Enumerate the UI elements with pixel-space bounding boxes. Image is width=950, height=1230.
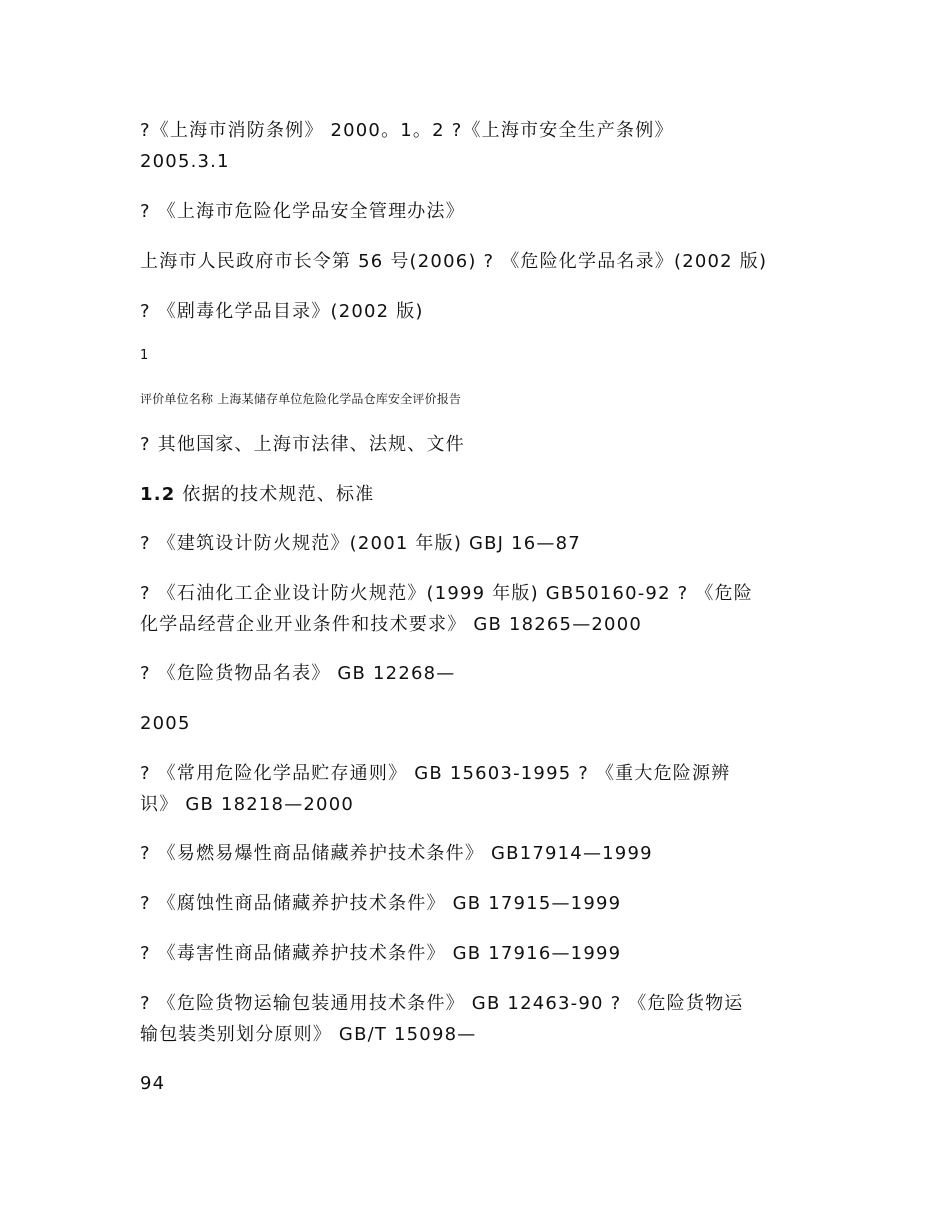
regulation-line-toxic-catalog: ? 《剧毒化学品目录》(2002 版) bbox=[140, 301, 424, 322]
standard-line-packaging: ? 《危险货物运输包装通用技术条件》 GB 12463-90 ? 《危险货物运 bbox=[140, 993, 744, 1014]
regulation-line-hazmat-management: ? 《上海市危险化学品安全管理办法》 bbox=[140, 201, 465, 222]
regulation-line-mayor-order: 上海市人民政府市长令第 56 号(2006) ? 《危险化学品名录》(2002 版) bbox=[140, 251, 768, 272]
standard-line-storage-rules: ? 《常用危险化学品贮存通则》 GB 15603-1995 ? 《重大危险源辨 bbox=[140, 763, 731, 784]
standard-line-building-fire: ? 《建筑设计防火规范》(2001 年版) GBJ 16—87 bbox=[140, 533, 581, 554]
page-number: 1 bbox=[140, 348, 149, 363]
standard-line-business-conditions: 化学品经营企业开业条件和技术要求》 GB 18265—2000 bbox=[140, 614, 643, 635]
standard-line-toxic: ? 《毒害性商品储藏养护技术条件》 GB 17916—1999 bbox=[140, 943, 622, 964]
report-header: 评价单位名称 上海某储存单位危险化学品仓库安全评价报告 bbox=[140, 392, 462, 406]
section-number: 1.2 bbox=[140, 484, 176, 505]
regulation-line-date: 2005.3.1 bbox=[140, 151, 230, 172]
standard-line-flammable: ? 《易燃易爆性商品储藏养护技术条件》 GB17914—1999 bbox=[140, 843, 653, 864]
standard-line-packaging-class: 输包装类别划分原则》 GB/T 15098— bbox=[140, 1024, 477, 1045]
standard-line-goods-list-year: 2005 bbox=[140, 713, 191, 734]
regulation-line-other-laws: ? 其他国家、上海市法律、法规、文件 bbox=[140, 434, 465, 455]
regulation-line-fire-safety: ?《上海市消防条例》 2000。1。2 ?《上海市安全生产条例》 bbox=[140, 120, 674, 141]
standard-line-petrochemical-fire: ? 《石油化工企业设计防火规范》(1999 年版) GB50160-92 ? 《危险 bbox=[140, 583, 753, 604]
standard-line-corrosive: ? 《腐蚀性商品储藏养护技术条件》 GB 17915—1999 bbox=[140, 893, 622, 914]
standard-line-packaging-year: 94 bbox=[140, 1073, 166, 1094]
section-heading bbox=[140, 484, 374, 506]
section-title: 依据的技术规范、标准 bbox=[182, 484, 375, 505]
standard-line-goods-list: ? 《危险货物品名表》 GB 12268— bbox=[140, 663, 456, 684]
standard-line-hazard-source: 识》 GB 18218—2000 bbox=[140, 794, 355, 815]
